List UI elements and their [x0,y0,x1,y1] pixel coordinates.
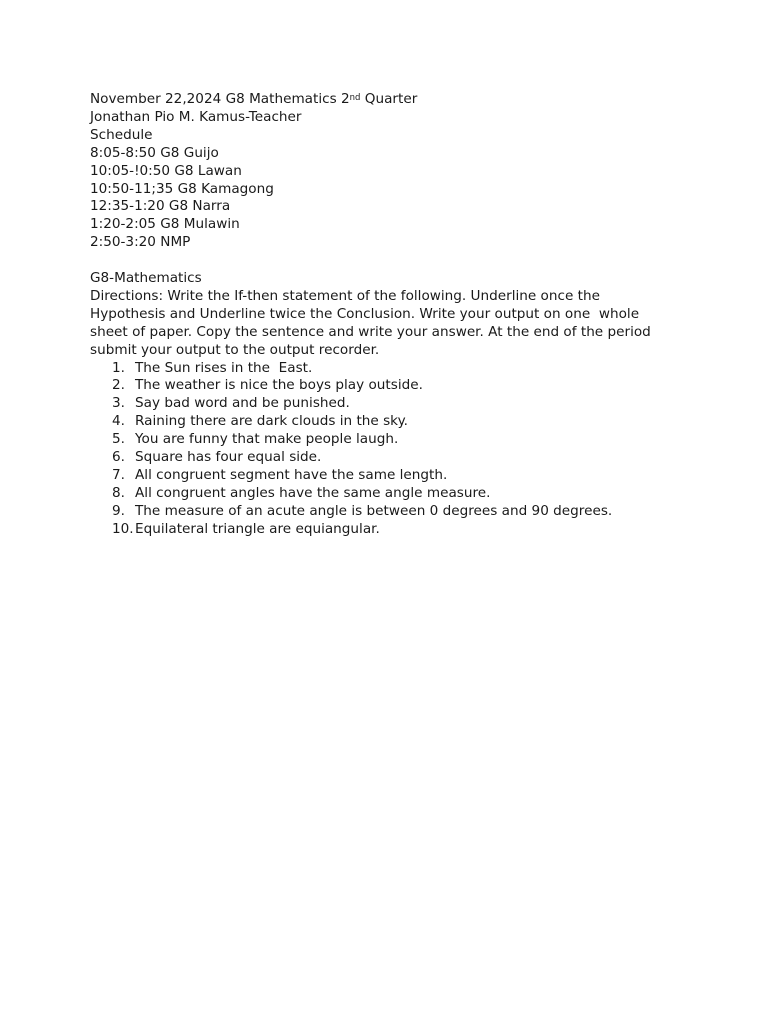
item-text: Raining there are dark clouds in the sky. [135,413,408,430]
schedule-entry: 10:50-11;35 G8 Kamagong [90,180,274,197]
schedule-entry: 10:05-!0:50 G8 Lawan [90,162,242,179]
item-number: 4. [112,413,125,430]
schedule-entry: 12:35-1:20 G8 Narra [90,198,231,215]
section-title: G8-Mathematics [90,270,202,287]
document-title [90,91,680,109]
item-number: 6. [112,449,125,466]
directions-line: Hypothesis and Underline twice the Conclusion. Write your output on one whole [90,305,640,322]
directions-line: submit your output to the output recorder. [90,341,380,358]
item-number: 5. [112,431,125,448]
blank-line [90,252,680,270]
item-number: 9. [112,502,125,519]
schedule-entry: 2:50-3:20 NMP [90,234,191,251]
item-number: 10. [112,520,134,537]
list-item [90,485,680,503]
schedule-entry: 8:05-8:50 G8 Guijo [90,144,219,161]
document-body [90,91,680,539]
item-text: You are funny that make people laugh. [135,431,399,448]
item-text: All congruent segment have the same length. [135,467,448,484]
list-item [90,413,680,431]
title-date-subject: November 22,2024 G8 Mathematics 2 [90,91,350,107]
title-quarter: Quarter [360,91,418,107]
directions-paragraph [90,288,680,360]
item-number: 7. [112,467,125,484]
directions-line: Directions: Write the If-then statement of the following. Underline once the [90,287,600,304]
teacher-name: Jonathan Pio M. Kamus-Teacher [90,108,302,125]
item-text: The weather is nice the boys play outside. [135,377,423,394]
schedule-entry: 1:20-2:05 G8 Mulawin [90,216,240,233]
item-text: The Sun rises in the East. [135,359,313,376]
exercise-list [90,360,680,539]
item-text: All congruent angles have the same angle measure. [135,484,491,501]
list-item [90,395,680,413]
list-item [90,467,680,485]
directions-line: sheet of paper. Copy the sentence and write your answer. At the end of the period [90,323,651,340]
item-text: Square has four equal side. [135,449,322,466]
title-ordinal-superscript: nd [349,93,361,103]
list-item [90,431,680,449]
list-item [90,377,680,395]
list-item [90,521,680,539]
schedule-heading: Schedule [90,126,153,143]
item-text: The measure of an acute angle is between 0 degrees and 90 degrees. [135,502,613,519]
item-text: Equilateral triangle are equiangular. [135,520,380,537]
list-item [90,503,680,521]
item-number: 8. [112,484,125,501]
item-number: 3. [112,395,125,412]
item-number: 1. [112,359,125,376]
list-item [90,360,680,378]
item-number: 2. [112,377,125,394]
list-item [90,449,680,467]
item-text: Say bad word and be punished. [135,395,350,412]
